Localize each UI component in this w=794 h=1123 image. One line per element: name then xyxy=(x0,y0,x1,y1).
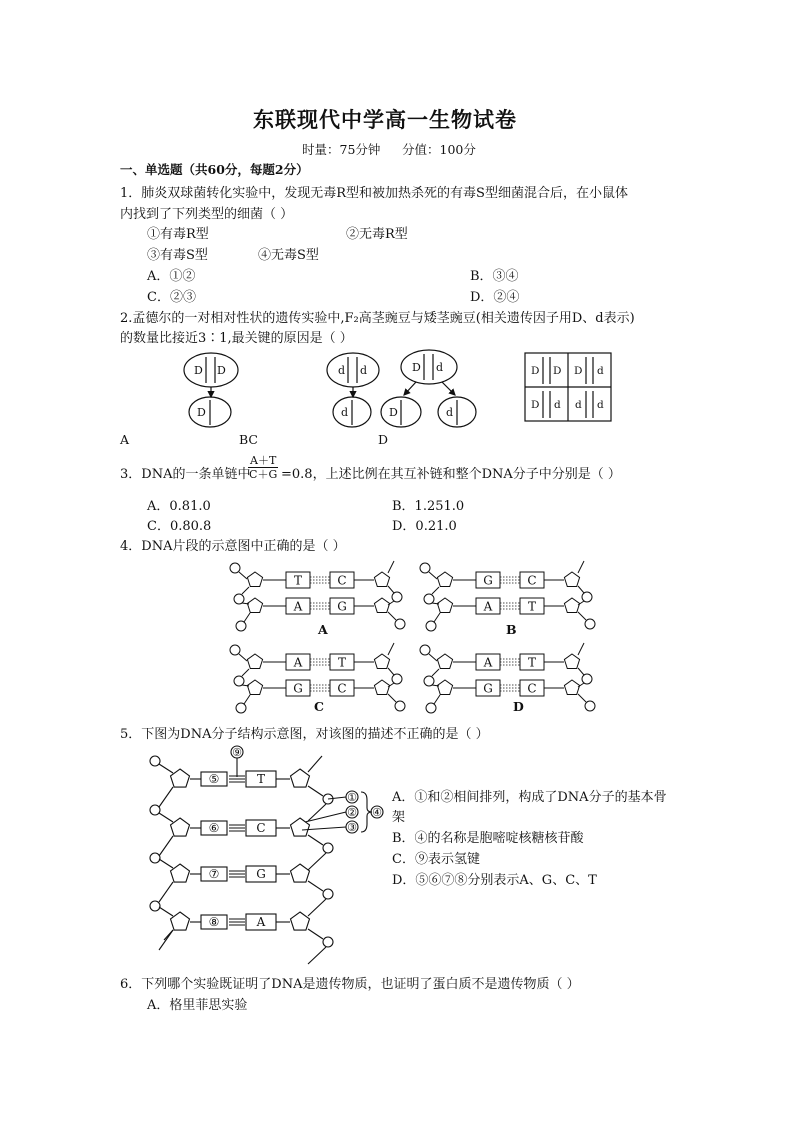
q4-label-a: A xyxy=(318,622,328,637)
q5-number-label: ⑧ xyxy=(208,915,220,929)
q5-option-b: B．④的名称是胞嘧啶核糖核苷酸 xyxy=(392,831,584,846)
q1-stem-line1: 1．肺炎双球菌转化实验中，发现无毒R型和被加热杀死的有毒S型细菌混合后，在小鼠体 xyxy=(120,186,628,201)
q2-a-gamete-allele: D xyxy=(197,406,206,419)
q4-label-d: D xyxy=(513,699,524,714)
q2-label-d: D xyxy=(378,432,389,447)
q2-bc-allele-2: d xyxy=(360,364,368,377)
q1-item-3: ③有毒S型 xyxy=(147,248,208,263)
q4-label-b: B xyxy=(506,622,517,637)
q5-stem: 5．下图为DNA分子结构示意图，对该图的描述不正确的是（ ） xyxy=(120,727,489,742)
q4-label-c: C xyxy=(314,699,324,714)
q5-phosphate xyxy=(150,805,160,815)
q4-base-label: T xyxy=(527,599,537,614)
q5-number-label: ⑥ xyxy=(208,821,220,835)
exam-time: 时量：75分钟 xyxy=(302,142,381,157)
q5-phosphate xyxy=(150,901,160,911)
q3-stem-suffix: =0.8，上述比例在其互补链和整个DNA分子中分别是（ ） xyxy=(281,467,621,482)
q2-grid-allele-2: D xyxy=(553,365,562,377)
q5-brace xyxy=(361,792,372,832)
q4-base-label: G xyxy=(337,599,347,614)
q4-base-label: T xyxy=(293,573,303,588)
q4-base-label: A xyxy=(483,655,493,670)
q1-option-d: D．②④ xyxy=(470,290,520,305)
q2-bc-gamete-allele: d xyxy=(341,406,349,419)
q2-d-gamete-allele-1: D xyxy=(389,406,398,419)
q5-sugar xyxy=(291,818,310,836)
q3-option-a: A．0.81.0 xyxy=(147,499,211,514)
q4-stem: 4．DNA片段的示意图中正确的是（ ） xyxy=(120,539,346,554)
q5-sugar xyxy=(291,769,310,787)
q5-base-label: T xyxy=(256,772,266,786)
q5-sugar xyxy=(171,818,190,836)
exam-score: 分值：100分 xyxy=(402,142,476,157)
q1-item-2: ②无毒R型 xyxy=(346,227,408,242)
q1-stem-line2: 内找到了下列类型的细菌（ ） xyxy=(120,207,294,222)
q2-label-a: A xyxy=(120,432,130,447)
q5-marker-label: ③ xyxy=(347,821,357,834)
q5-option-a: A．①和②相间排列，构成了DNA分子的基本骨 xyxy=(392,790,667,805)
q4-base-label: A xyxy=(293,599,303,614)
q5-base-label: G xyxy=(256,867,266,881)
q1-option-b: B．③④ xyxy=(470,269,519,284)
q2-grid-allele-6: d xyxy=(554,399,561,411)
q5-phosphate xyxy=(323,843,333,853)
q2-grid-allele-8: d xyxy=(597,399,604,411)
q2-grid-allele-1: D xyxy=(531,365,540,377)
q5-sugar xyxy=(291,912,310,930)
q5-phosphate xyxy=(323,889,333,899)
q5-option-c: C．⑨表示氢键 xyxy=(392,852,480,867)
q4-base-label: C xyxy=(337,573,347,588)
q5-sugar xyxy=(171,769,190,787)
q5-marker-9-label: ⑨ xyxy=(232,746,242,759)
q5-marker-label: ② xyxy=(347,806,357,819)
section-heading: 一、单选题（共60分，每题2分） xyxy=(120,162,309,177)
q1-item-4: ④无毒S型 xyxy=(258,248,319,263)
q5-structure xyxy=(150,746,383,964)
q5-marker-label: ① xyxy=(347,791,357,804)
q5-phosphate xyxy=(150,756,160,766)
q4-base-label: C xyxy=(527,681,537,696)
q5-number-label: ⑤ xyxy=(208,772,220,786)
q4-base-label: G xyxy=(483,573,493,588)
q5-number-label: ⑦ xyxy=(208,867,220,881)
q1-item-1: ①有毒R型 xyxy=(147,227,209,242)
q3-fraction-numerator: A＋T xyxy=(250,454,277,467)
q2-d-allele-1: D xyxy=(412,361,421,374)
q2-label-bc: BC xyxy=(239,432,258,447)
q2-d-allele-2: d xyxy=(436,361,444,374)
q3-option-c: C．0.80.8 xyxy=(147,519,212,534)
q2-grid-allele-5: D xyxy=(531,399,540,411)
q4-base-label: C xyxy=(527,573,537,588)
q5-base-label: C xyxy=(256,821,266,835)
q2-stem-line1: 2.孟德尔的一对相对性状的遗传实验中,F₂高茎豌豆与矮茎豌豆(相关遗传因子用D、d表示) xyxy=(120,311,635,326)
q4-base-label: G xyxy=(483,681,493,696)
q4-base-label: C xyxy=(337,681,347,696)
q3-fraction-denominator: C＋G xyxy=(249,468,278,481)
q3-stem-prefix: 3．DNA的一条单链中 xyxy=(120,467,251,482)
q2-d-gamete-allele-2: d xyxy=(446,406,454,419)
q4-base-label: G xyxy=(293,681,303,696)
q6-option-a: A．格里菲思实验 xyxy=(147,998,248,1013)
q5-sugar xyxy=(171,864,190,882)
q5-phosphate xyxy=(150,853,160,863)
q5-sugar xyxy=(171,912,190,930)
q1-option-c: C．②③ xyxy=(147,290,196,305)
q4-base-label: A xyxy=(293,655,303,670)
page-title: 东联现代中学高一生物试卷 xyxy=(253,107,517,132)
q5-option-d: D．⑤⑥⑦⑧分别表示A、G、C、T xyxy=(392,873,597,888)
q2-grid-allele-4: d xyxy=(597,365,604,377)
q2-grid-allele-3: D xyxy=(574,365,583,377)
q6-stem: 6．下列哪个实验既证明了DNA是遗传物质，也证明了蛋白质不是遗传物质（ ） xyxy=(120,977,580,992)
q4-base-label: A xyxy=(483,599,493,614)
q5-base-label: A xyxy=(256,915,266,929)
q5-phosphate xyxy=(323,937,333,947)
q2-stem-line2: 的数量比接近3∶1,最关键的原因是（ ） xyxy=(120,331,353,346)
q2-a-allele-1: D xyxy=(194,364,203,377)
q2-bc-allele-1: d xyxy=(338,364,346,377)
q5-sugar xyxy=(291,864,310,882)
q5-option-a-cont: 架 xyxy=(392,810,406,825)
q2-grid-allele-7: d xyxy=(575,399,582,411)
q1-option-a: A．①② xyxy=(147,269,196,284)
q4-base-label: T xyxy=(527,655,537,670)
q2-a-allele-2: D xyxy=(217,364,226,377)
q3-option-b: B．1.251.0 xyxy=(392,499,465,514)
q5-marker-4-label: ④ xyxy=(372,806,382,819)
q3-option-d: D．0.21.0 xyxy=(392,519,457,534)
q4-base-label: T xyxy=(337,655,347,670)
